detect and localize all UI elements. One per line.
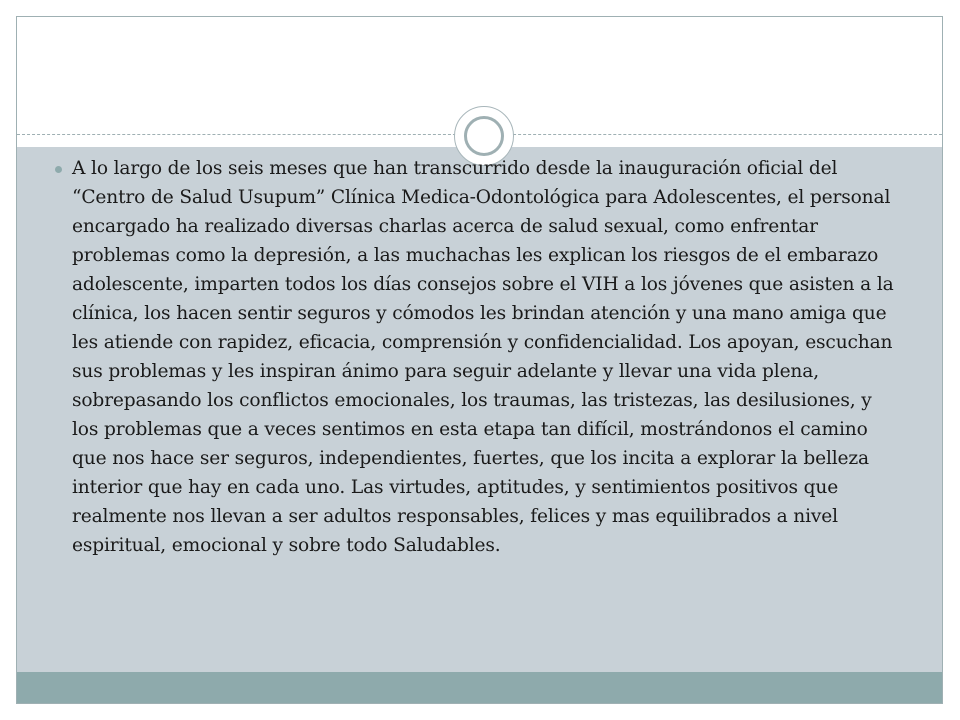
bullet-dot-icon <box>55 166 62 173</box>
bullet-item <box>55 154 895 560</box>
body-bullet-list <box>55 154 895 560</box>
footer-band <box>17 672 942 704</box>
bullet-text: A lo largo de los seis meses que han transcurrido desde la inauguración oficial del “Centro de Salud Usupum” Clínica Medica-Odontológica para Adolescentes, el personal encargado ha realizado diversas charlas acerca de salud sexual, como enfrentar problemas como la depresión, a las muchachas les explican los riesgos de el embarazo adolescente, imparten todos los días consejos sobre el VIH a los jóvenes que asisten a la clínica, los hacen sentir seguros y cómodos les brindan atención y una mano amiga que les atiende con rapidez, eficacia, comprensión y confidencialidad. Los apoyan, escuchan sus problemas y les inspiran ánimo para seguir adelante y llevar una vida plena, sobrepasando los conflictos emocionales, los traumas, las tristezas, las desilusiones, y los problemas que a veces sentimos en esta etapa tan difícil, mostrándonos el camino que nos hace ser seguros, independientes, fuertes, que los incita a explorar la belleza interior que hay en cada uno. Las virtudes, aptitudes, y sentimientos positivos que realmente nos llevan a ser adultos responsables, felices y mas equilibrados a nivel espiritual, emocional y sobre todo Saludables. <box>72 158 894 556</box>
circle-ornament-ring <box>464 116 504 156</box>
